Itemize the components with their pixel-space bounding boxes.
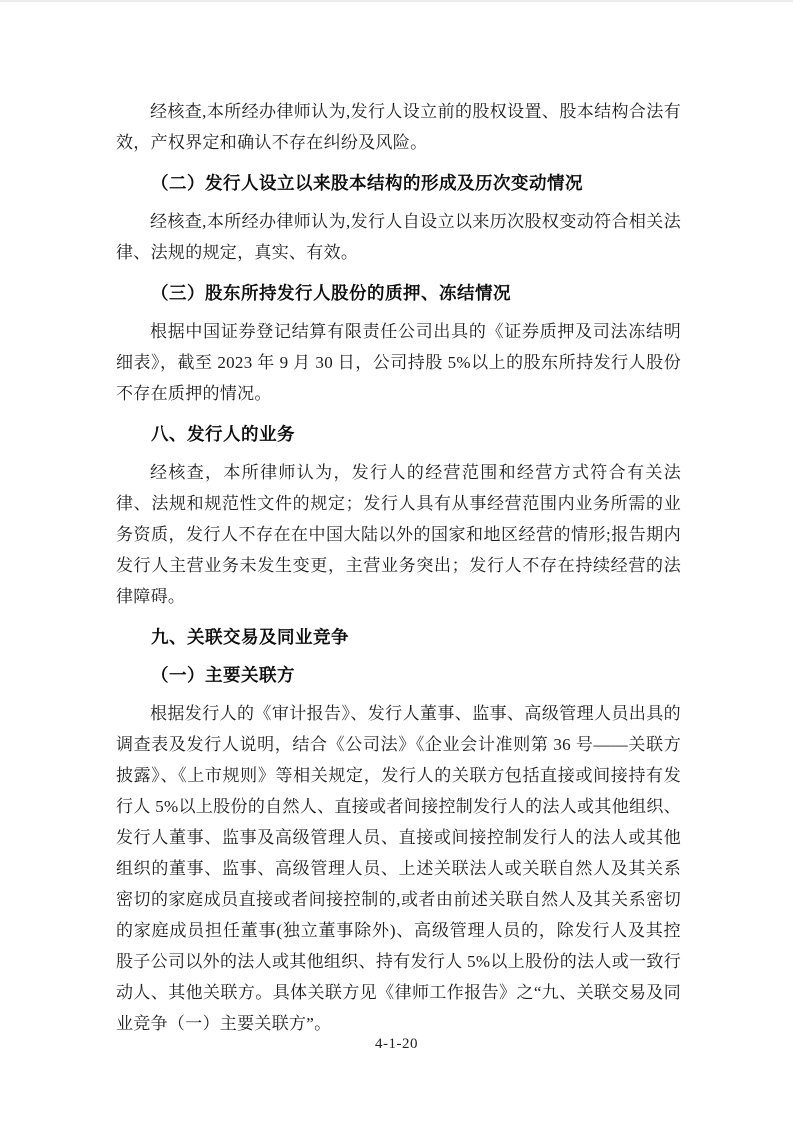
paragraph-main-related-parties: 根据发行人的《审计报告》、发行人董事、监事、高级管理人员出具的调查表及发行人说明，结合《公司法》《企业会计准则第 36 号——关联方披露》、《上市规则》等相关规定，发行人的关联方包括直接或间接持有发行人 5%以上股份的自然人、直接或者间接控制发行人的法人或其他组织、发行人董事、监事及高级管理人员、直接或间接控制发行人的法人或其他组织的董事、监事、高级管理人员、上述关联法人或关联自然人及其关系密切的家庭成员直接或者间接控制的,或者由前述关联自然人及其关系密切的家庭成员担任董事(独立董事除外)、高级管理人员的，除发行人及其控股子公司以外的法人或其他组织、持有发行人 5%以上股份的法人或一致行动人、其他关联方。具体关联方见《律师工作报告》之“九、关联交易及同业竞争（一）主要关联方”。 (116, 704, 681, 1033)
heading-capital-structure-changes: （二）发行人设立以来股本结构的形成及历次变动情况 (151, 173, 583, 193)
heading-main-related-parties: （一）主要关联方 (151, 665, 295, 685)
page-number: 4-1-20 (375, 1036, 418, 1052)
heading-related-transactions-competition: 九、关联交易及同业竞争 (151, 627, 349, 647)
heading-issuer-business: 八、发行人的业务 (151, 424, 295, 444)
paragraph-capital-structure-changes: 经核查,本所经办律师认为,发行人自设立以来历次股权变动符合相关法律、法规的规定，真实、有效。 (116, 212, 681, 262)
paragraph-issuer-business: 经核查，本所律师认为，发行人的经营范围和经营方式符合有关法律、法规和规范性文件的规定；发行人具有从事经营范围内业务所需的业务资质，发行人不存在在中国大陆以外的国家和地区经营的情形;报告期内发行人主营业务未发生变更，主营业务突出；发行人不存在持续经营的法律障碍。 (116, 463, 681, 606)
heading-share-pledge-freeze: （三）股东所持发行人股份的质押、冻结情况 (151, 283, 511, 303)
paragraph-share-pledge-freeze: 根据中国证券登记结算有限责任公司出具的《证券质押及司法冻结明细表》，截至 2023 年 9 月 30 日，公司持股 5%以上的股东所持发行人股份不存在质押的情况。 (116, 322, 681, 403)
page-top-edge (0, 0, 793, 2)
paragraph-equity-before-establishment: 经核查,本所经办律师认为,发行人设立前的股权设置、股本结构合法有效，产权界定和确认不存在纠纷及风险。 (116, 102, 681, 152)
